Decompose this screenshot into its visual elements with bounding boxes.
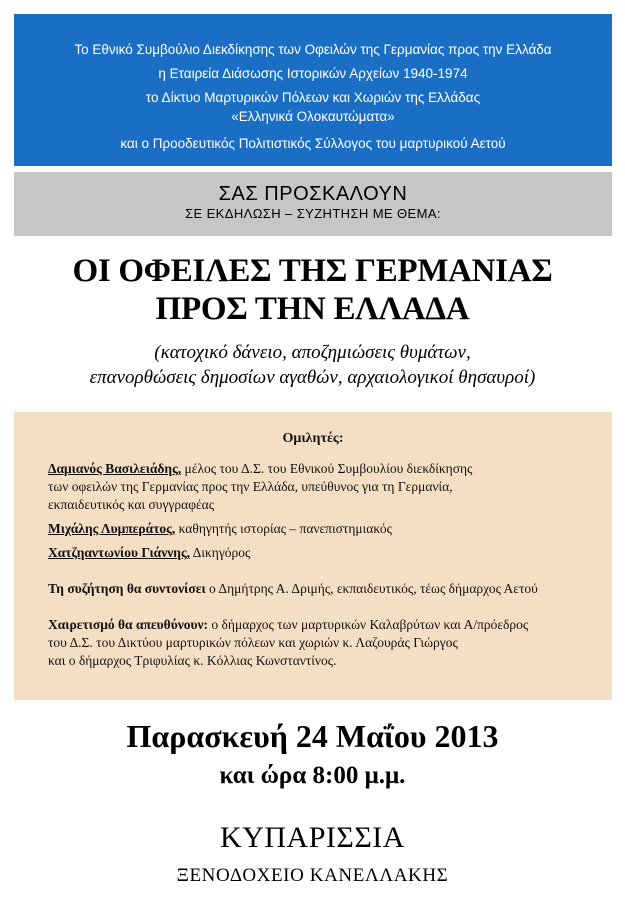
- organizer-line-4: «Ελληνικά Ολοκαυτώματα»: [231, 109, 395, 124]
- organizer-line-1: Το Εθνικό Συμβούλιο Διεκδίκησης των Οφειλών της Γερμανίας προς την Ελλάδα: [74, 42, 552, 57]
- moderator-label: Τη συζήτηση θα συντονίσει: [48, 581, 206, 596]
- moderator-text: ο Δημήτρης Α. Δριμής, εκπαιδευτικός, τέως δήμαρχος Αετού: [205, 581, 538, 596]
- greetings-text-2: του Δ.Σ. του Δικτύου μαρτυρικών πόλεων και χωριών κ. Λαζουράς Γιώργος: [48, 635, 458, 650]
- subtitle-line-2: επανορθώσεις δημοσίων αγαθών, αρχαιολογικοί θησαυροί): [89, 367, 536, 388]
- moderator: [48, 580, 612, 598]
- speaker-2-desc: καθηγητής ιστορίας – πανεπιστημιακός: [175, 521, 392, 536]
- event-venue: ΞΕΝΟΔΟΧΕΙΟ ΚΑΝΕΛΛΑΚΗΣ: [176, 865, 449, 886]
- invite-line-2: ΣΕ ΕΚΔΗΛΩΣΗ – ΣΥΖΗΤΗΣΗ ΜΕ ΘΕΜΑ:: [185, 206, 441, 221]
- organizer-line-3: το Δίκτυο Μαρτυρικών Πόλεων και Χωριών της Ελλάδας: [145, 90, 481, 105]
- event-subtitle: [0, 340, 625, 390]
- speaker-2-name: Μιχάλης Λυμπεράτος,: [48, 521, 176, 536]
- title-line-1: ΟΙ ΟΦΕΙΛΕΣ ΤΗΣ ΓΕΡΜΑΝΙΑΣ: [72, 253, 553, 289]
- subtitle-line-1: (κατοχικό δάνειο, αποζημιώσεις θυμάτων,: [154, 342, 471, 363]
- speaker-1-desc-2: των οφειλών της Γερμανίας προς την Ελλάδα, υπεύθυνος για τη Γερμανία,: [48, 479, 453, 494]
- greetings-label: Χαιρετισμό θα απευθύνουν:: [48, 617, 209, 632]
- speaker-1-name: Δαμιανός Βασιλειάδης,: [48, 461, 182, 476]
- event-date: Παρασκευή 24 Μαΐου 2013: [126, 718, 499, 754]
- speaker-1: [48, 460, 612, 478]
- organizers-banner: [14, 14, 612, 166]
- greetings-text-3: και ο δήμαρχος Τριφυλίας κ. Κόλλιας Κωνσταντίνος.: [48, 653, 337, 668]
- speaker-3-desc: Δικηγόρος: [190, 545, 251, 560]
- title-line-2: ΠΡΟΣ ΤΗΝ ΕΛΛΑΔΑ: [155, 291, 470, 327]
- greetings: [48, 616, 612, 634]
- invite-banner: [14, 172, 612, 236]
- speaker-1-desc-1: μέλος του Δ.Σ. του Εθνικού Συμβουλίου διεκδίκησης: [181, 461, 473, 476]
- organizer-line-2: η Εταιρεία Διάσωσης Ιστορικών Αρχείων 1940-1974: [158, 66, 468, 81]
- speakers-panel: [14, 412, 612, 700]
- organizer-line-5: και ο Προοδευτικός Πολιτιστικός Σύλλογος του μαρτυρικού Αετού: [120, 136, 506, 151]
- greetings-text-1: ο δήμαρχος των μαρτυρικών Καλαβρύτων και Α/πρόεδρος: [208, 617, 529, 632]
- speaker-2: [48, 520, 612, 538]
- event-title: [0, 252, 625, 328]
- event-city: ΚΥΠΑΡΙΣΣΙΑ: [220, 821, 405, 854]
- speaker-1-desc-3: εκπαιδευτικός και συγγραφέας: [48, 497, 215, 512]
- speaker-3: [48, 544, 612, 562]
- invite-line-1: ΣΑΣ ΠΡΟΣΚΑΛΟΥΝ: [218, 183, 408, 205]
- speakers-heading: Ομιλητές:: [282, 431, 344, 446]
- event-time: και ώρα 8:00 μ.μ.: [219, 762, 406, 789]
- speaker-3-name: Χατζηαντωνίου Γιάννης,: [48, 545, 191, 560]
